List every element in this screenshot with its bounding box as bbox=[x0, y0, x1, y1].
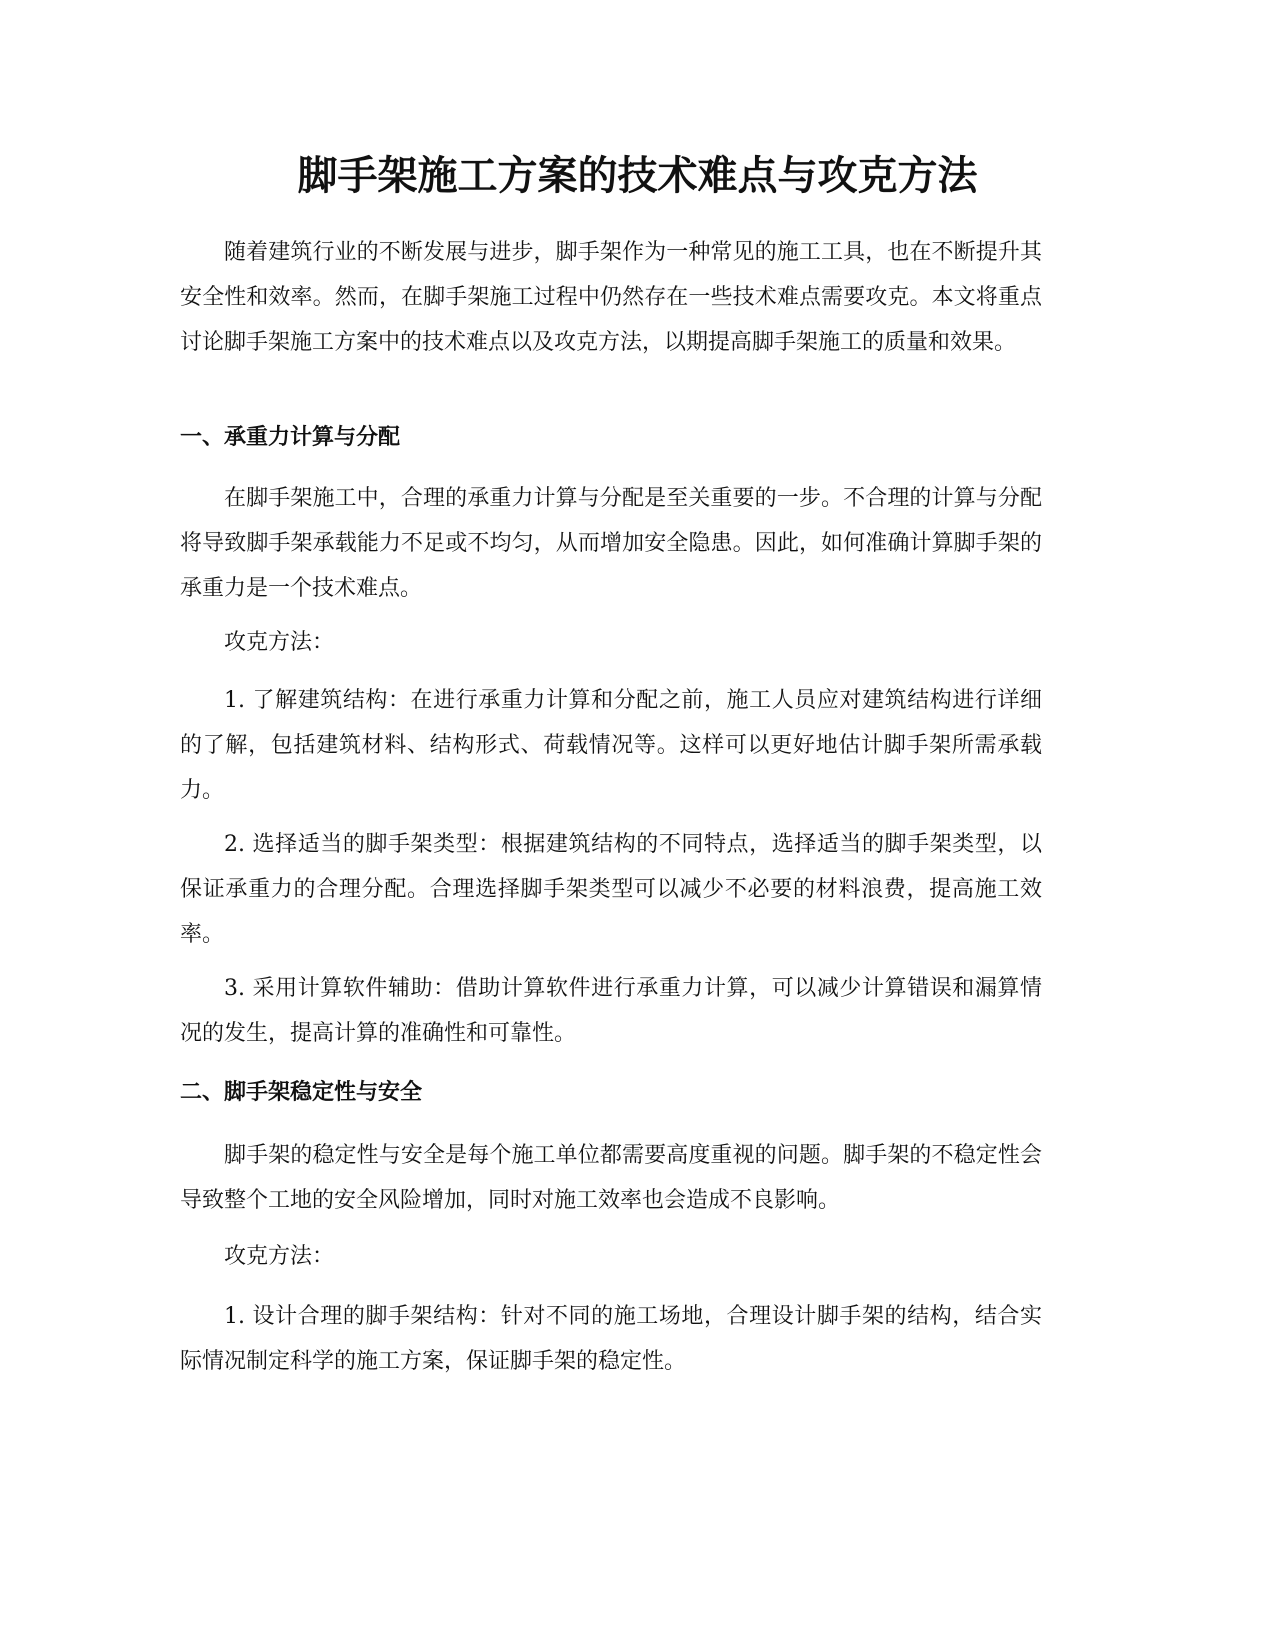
section-2-item-1: 1. 设计合理的脚手架结构：针对不同的施工场地，合理设计脚手架的结构，结合实际情况制定科学的施工方案，保证脚手架的稳定性。 bbox=[180, 1304, 1042, 1374]
section-1-item-1: 1. 了解建筑结构：在进行承重力计算和分配之前，施工人员应对建筑结构进行详细的了解，包括建筑材料、结构形式、荷载情况等。这样可以更好地估计脚手架所需承载力。 bbox=[180, 688, 1042, 803]
document-title: 脚手架施工方案的技术难点与攻克方法 bbox=[297, 153, 978, 199]
section-1-item-3: 3. 采用计算软件辅助：借助计算软件进行承重力计算，可以减少计算错误和漏算情况的发生，提高计算的准确性和可靠性。 bbox=[180, 976, 1042, 1046]
intro-paragraph: 随着建筑行业的不断发展与进步，脚手架作为一种常见的施工工具，也在不断提升其安全性和效率。然而，在脚手架施工过程中仍然存在一些技术难点需要攻克。本文将重点讨论脚手架施工方案中的技术难点以及攻克方法，以期提高脚手架施工的质量和效果。 bbox=[180, 240, 1042, 355]
section-2-paragraph: 脚手架的稳定性与安全是每个施工单位都需要高度重视的问题。脚手架的不稳定性会导致整个工地的安全风险增加，同时对施工效率也会造成不良影响。 bbox=[180, 1143, 1042, 1213]
section-1-methods-label: 攻克方法： bbox=[224, 630, 335, 655]
section-1-paragraph: 在脚手架施工中，合理的承重力计算与分配是至关重要的一步。不合理的计算与分配将导致脚手架承载能力不足或不均匀，从而增加安全隐患。因此，如何准确计算脚手架的承重力是一个技术难点。 bbox=[180, 486, 1042, 601]
section-2-methods-label: 攻克方法： bbox=[224, 1244, 335, 1269]
section-1-item-2: 2. 选择适当的脚手架类型：根据建筑结构的不同特点，选择适当的脚手架类型，以保证承重力的合理分配。合理选择脚手架类型可以减少不必要的材料浪费，提高施工效率。 bbox=[180, 832, 1042, 947]
section-1-heading: 一、承重力计算与分配 bbox=[180, 425, 401, 450]
section-2-heading: 二、脚手架稳定性与安全 bbox=[180, 1080, 423, 1105]
